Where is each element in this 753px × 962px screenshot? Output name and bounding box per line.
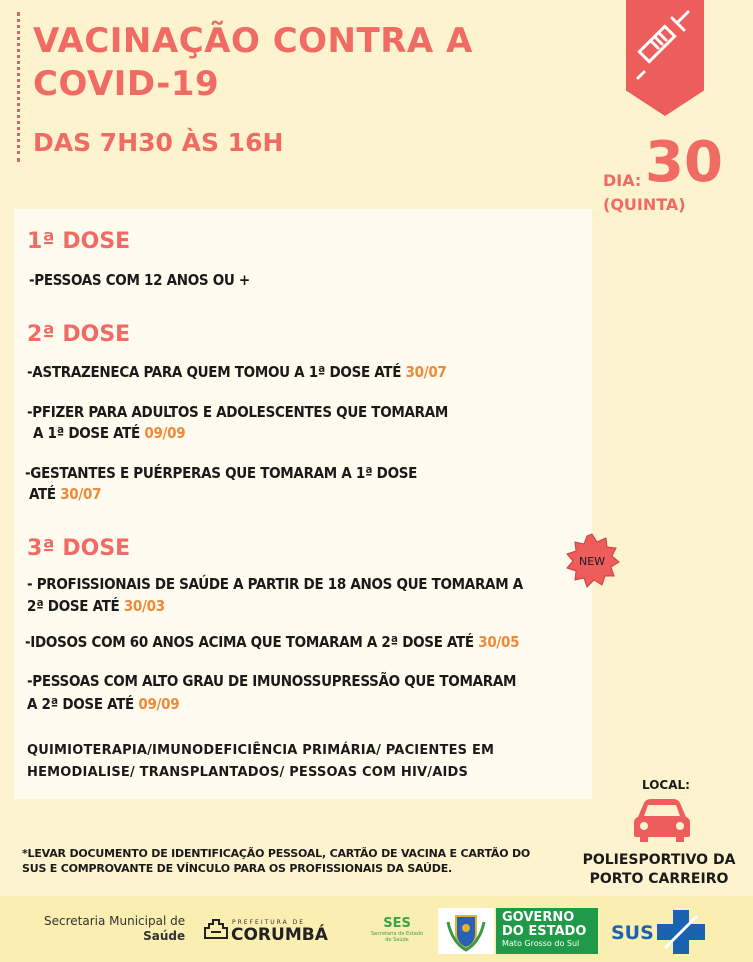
- second-dose-gestantes-1: -GESTANTES E PUÉRPERAS QUE TOMARAM A 1ª DOSE: [25, 464, 418, 482]
- venue-name: [579, 851, 739, 889]
- first-dose-line: -PESSOAS COM 12 ANOS OU +: [29, 271, 250, 289]
- prof-text: 2ª DOSE ATÉ: [27, 597, 124, 615]
- footnote-line-2: SUS E COMPROVANTE DE VÍNCULO PARA OS PROFISSIONAIS DA SAÚDE.: [22, 862, 452, 875]
- prof-date: 30/03: [123, 597, 165, 615]
- location-label: LOCAL:: [642, 778, 690, 792]
- venue-line-1: POLIESPORTIVO DA: [582, 852, 736, 868]
- pfizer-date: 09/09: [144, 424, 186, 442]
- third-dose-heading: 3ª DOSE: [27, 536, 131, 561]
- governo-line-3: Mato Grosso do Sul: [502, 939, 580, 948]
- first-dose-heading: 1ª DOSE: [27, 229, 131, 254]
- second-dose-pfizer-1: -PFIZER PARA ADULTOS E ADOLESCENTES QUE TOMARAM: [27, 403, 449, 421]
- idosos-date: 30/05: [478, 633, 520, 651]
- third-dose-imuno-2: [27, 694, 179, 715]
- starburst-icon: [563, 532, 621, 590]
- secretaria-line-1: Secretaria Municipal de: [44, 914, 186, 928]
- info-card: [14, 209, 592, 799]
- secretaria-line-2: Saúde: [143, 929, 186, 943]
- gestantes-date: 30/07: [60, 485, 102, 503]
- imuno-date: 09/09: [138, 695, 180, 713]
- idosos-text: -IDOSOS COM 60 ANOS ACIMA QUE TOMARAM A 2ª DOSE ATÉ: [25, 633, 479, 651]
- second-dose-gestantes-2: [29, 484, 101, 505]
- third-dose-imuno-1: -PESSOAS COM ALTO GRAU DE IMUNOSSUPRESSÃO QUE TOMARAM: [27, 672, 517, 690]
- footnote-line-1: *LEVAR DOCUMENTO DE IDENTIFICAÇÃO PESSOAL, CARTÃO DE VACINA E CARTÃO DO: [22, 847, 531, 860]
- date-weekday: (QUINTA): [603, 195, 686, 214]
- footer-logos: [0, 896, 753, 962]
- date-label: DIA:: [603, 171, 642, 190]
- date-day: 30: [645, 130, 723, 195]
- prefeitura-emblem-icon: [203, 918, 229, 940]
- ses-subtitle-2: de Saúde: [385, 937, 409, 943]
- gestantes-text: ATÉ: [29, 485, 61, 503]
- coat-of-arms-icon: [438, 908, 494, 954]
- secretaria-logo: [44, 914, 185, 944]
- health-cross-icon: [657, 910, 705, 954]
- conditions-line-2: HEMODIALISE/ TRANSPLANTADOS/ PESSOAS COM HIV/AIDS: [27, 765, 469, 780]
- sus-text: SUS: [611, 922, 654, 944]
- third-dose-idosos: [25, 632, 519, 653]
- car-icon: [632, 797, 692, 843]
- governo-logo: [496, 908, 598, 954]
- governo-line-1: GOVERNO: [502, 910, 575, 925]
- opening-hours: DAS 7H30 ÀS 16H: [33, 128, 284, 157]
- governo-line-2: DO ESTADO: [502, 924, 587, 939]
- prefeitura-corumba: CORUMBÁ: [231, 925, 328, 945]
- imuno-text: A 2ª DOSE ATÉ: [27, 695, 139, 713]
- new-badge: [563, 532, 621, 590]
- prefeitura-small: PREFEITURA DE: [232, 919, 305, 926]
- syringe-icon: [636, 8, 694, 98]
- third-dose-prof-1: - PROFISSIONAIS DE SAÚDE A PARTIR DE 18 ANOS QUE TOMARAM A: [27, 575, 523, 593]
- second-dose-astrazeneca: [27, 362, 447, 383]
- ses-logo: [371, 916, 423, 943]
- footnote: [22, 846, 582, 876]
- state-coat-of-arms: [438, 908, 494, 954]
- venue-line-2: PORTO CARREIRO: [589, 871, 729, 887]
- conditions-line-1: QUIMIOTERAPIA/IMUNODEFICIÊNCIA PRIMÁRIA/ PACIENTES EM: [27, 743, 495, 758]
- astrazeneca-text: -ASTRAZENECA PARA QUEM TOMOU A 1ª DOSE ATÉ: [27, 363, 406, 381]
- second-dose-pfizer-2: [33, 423, 185, 444]
- second-dose-heading: 2ª DOSE: [27, 322, 131, 347]
- ribbon-banner: [626, 0, 704, 116]
- new-badge-label: NEW: [578, 555, 606, 568]
- pfizer-text: A 1ª DOSE ATÉ: [33, 424, 145, 442]
- ses-title: SES: [383, 916, 411, 931]
- astrazeneca-date: 30/07: [405, 363, 447, 381]
- third-dose-prof-2: [27, 596, 165, 617]
- page-title: VACINAÇÃO CONTRA A COVID-19: [33, 21, 473, 104]
- ses-subtitle-1: Secretaria de Estado: [371, 931, 424, 937]
- decorative-dotted-line: [17, 12, 20, 162]
